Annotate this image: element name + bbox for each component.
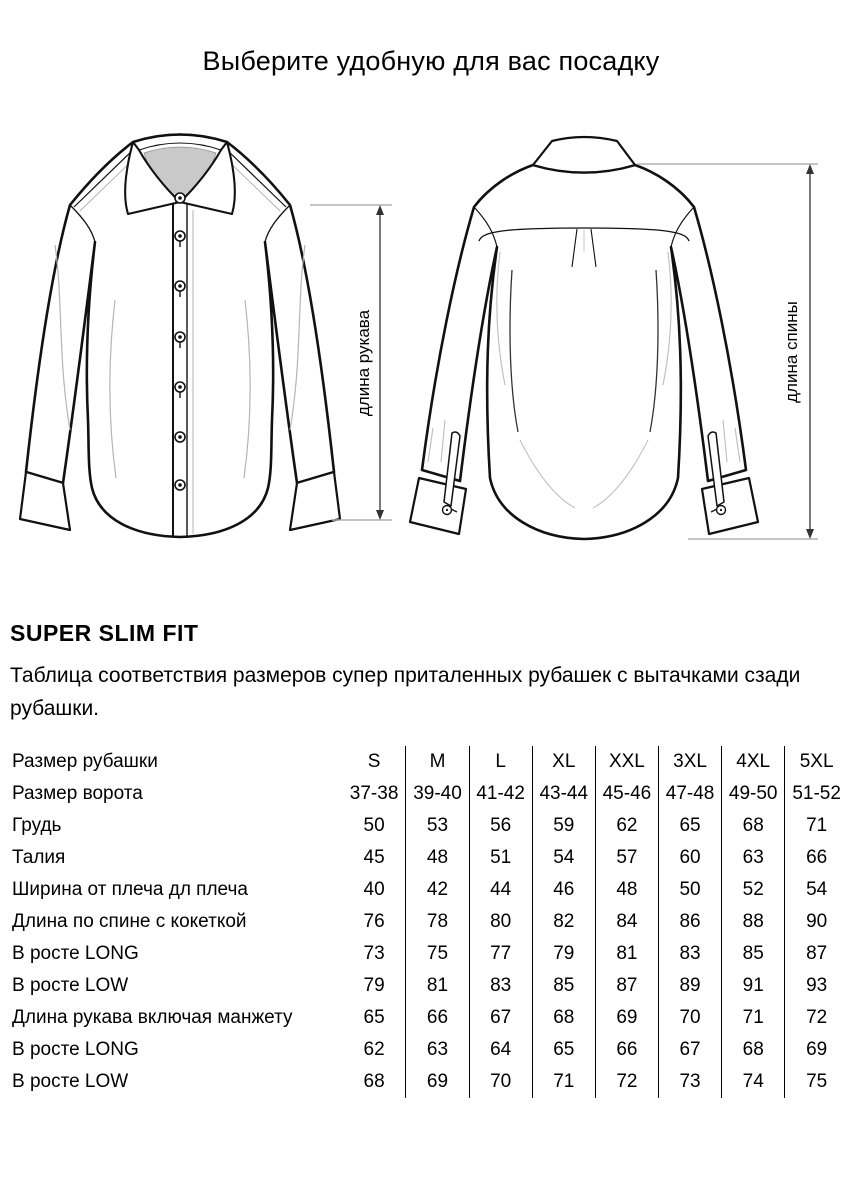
size-cell: 49-50 xyxy=(722,778,785,810)
size-cell: 91 xyxy=(722,970,785,1002)
size-cell: 73 xyxy=(363,943,385,964)
size-cell: 70 xyxy=(658,1002,721,1034)
table-row xyxy=(10,1002,848,1034)
size-cell: 75 xyxy=(406,938,469,970)
size-cell: L xyxy=(469,746,532,778)
size-cell: 42 xyxy=(406,874,469,906)
size-cell: 83 xyxy=(469,970,532,1002)
size-cell: 65 xyxy=(658,810,721,842)
size-cell: 83 xyxy=(658,938,721,970)
row-label: В росте LONG xyxy=(12,1039,139,1060)
table-row xyxy=(10,746,848,778)
size-cell: 90 xyxy=(785,906,848,938)
size-cell: 71 xyxy=(532,1066,595,1098)
size-cell: 62 xyxy=(595,810,658,842)
size-cell: 81 xyxy=(406,970,469,1002)
size-cell: 51 xyxy=(469,842,532,874)
size-cell: 66 xyxy=(406,1002,469,1034)
size-cell: 62 xyxy=(363,1039,385,1060)
size-cell: 40 xyxy=(363,879,385,900)
size-cell: 93 xyxy=(785,970,848,1002)
size-cell: 45 xyxy=(363,847,385,868)
table-row xyxy=(10,874,848,906)
row-label: Ширина от плеча дл плеча xyxy=(12,879,248,900)
back-length-label: длина спины xyxy=(782,301,801,403)
size-cell: 78 xyxy=(406,906,469,938)
size-cell: 53 xyxy=(406,810,469,842)
size-cell: 51-52 xyxy=(785,778,848,810)
row-label: Талия xyxy=(12,847,66,868)
size-cell: 60 xyxy=(658,842,721,874)
size-cell: 85 xyxy=(532,970,595,1002)
size-cell: M xyxy=(406,746,469,778)
size-cell: 79 xyxy=(532,938,595,970)
size-cell: 85 xyxy=(722,938,785,970)
size-cell: 57 xyxy=(595,842,658,874)
size-cell: 45-46 xyxy=(595,778,658,810)
size-cell: 47-48 xyxy=(658,778,721,810)
size-cell: 71 xyxy=(785,810,848,842)
size-cell: 65 xyxy=(363,1007,385,1028)
size-cell: 88 xyxy=(722,906,785,938)
size-cell: 41-42 xyxy=(469,778,532,810)
size-cell: 68 xyxy=(722,810,785,842)
size-cell: 54 xyxy=(785,874,848,906)
size-cell: 69 xyxy=(595,1002,658,1034)
page-title: Выберите удобную для вас посадку xyxy=(202,46,660,76)
section-heading: SUPER SLIM FIT xyxy=(10,620,199,646)
size-cell: 76 xyxy=(363,911,385,932)
table-row xyxy=(10,906,848,938)
size-cell: 74 xyxy=(722,1066,785,1098)
size-cell: 80 xyxy=(469,906,532,938)
size-cell: 70 xyxy=(469,1066,532,1098)
table-row xyxy=(10,938,848,970)
row-label: Грудь xyxy=(12,815,62,836)
size-cell: 82 xyxy=(532,906,595,938)
size-cell: 72 xyxy=(595,1066,658,1098)
size-cell: 79 xyxy=(363,975,385,996)
size-cell: 43-44 xyxy=(532,778,595,810)
size-cell: XL xyxy=(532,746,595,778)
size-cell: 48 xyxy=(595,874,658,906)
front-shirt-drawing xyxy=(20,135,340,538)
table-row xyxy=(10,778,848,810)
table-row xyxy=(10,842,848,874)
size-cell: 68 xyxy=(722,1034,785,1066)
row-label: В росте LOW xyxy=(12,975,129,996)
size-cell: 86 xyxy=(658,906,721,938)
size-cell: 75 xyxy=(785,1066,848,1098)
size-cell: 3XL xyxy=(658,746,721,778)
row-label: В росте LONG xyxy=(12,943,139,964)
size-cell: 44 xyxy=(469,874,532,906)
table-row xyxy=(10,1034,848,1066)
size-cell: 4XL xyxy=(722,746,785,778)
row-label: Размер рубашки xyxy=(12,751,158,772)
size-cell: 89 xyxy=(658,970,721,1002)
size-cell: XXL xyxy=(595,746,658,778)
size-table xyxy=(10,746,848,1098)
size-table-body xyxy=(10,746,848,1098)
size-cell: 81 xyxy=(595,938,658,970)
section-description: Таблица соответствия размеров супер приталенных рубашек с вытачками сзади рубашки. xyxy=(10,664,801,720)
row-label: Длина рукава включая манжету xyxy=(12,1007,293,1028)
row-label: В росте LOW xyxy=(12,1071,129,1092)
row-label: Длина по спине с кокеткой xyxy=(12,911,247,932)
size-cell: 73 xyxy=(658,1066,721,1098)
size-cell: 63 xyxy=(406,1034,469,1066)
size-cell: 67 xyxy=(469,1002,532,1034)
size-cell: 69 xyxy=(785,1034,848,1066)
table-row xyxy=(10,1066,848,1098)
size-cell: 50 xyxy=(658,874,721,906)
size-cell: 65 xyxy=(532,1034,595,1066)
size-cell: 39-40 xyxy=(406,778,469,810)
size-cell: 87 xyxy=(785,938,848,970)
size-cell: 66 xyxy=(785,842,848,874)
size-cell: 37-38 xyxy=(349,783,399,804)
size-cell: 64 xyxy=(469,1034,532,1066)
size-cell: 46 xyxy=(532,874,595,906)
sleeve-length-label: длина рукава xyxy=(354,309,373,417)
table-row xyxy=(10,810,848,842)
size-cell: 63 xyxy=(722,842,785,874)
size-cell: 71 xyxy=(722,1002,785,1034)
size-cell: 5XL xyxy=(785,746,848,778)
size-cell: 68 xyxy=(363,1071,385,1092)
size-cell: 50 xyxy=(363,815,385,836)
size-cell: S xyxy=(367,751,381,772)
size-cell: 54 xyxy=(532,842,595,874)
size-cell: 52 xyxy=(722,874,785,906)
size-cell: 48 xyxy=(406,842,469,874)
size-cell: 87 xyxy=(595,970,658,1002)
table-row xyxy=(10,970,848,1002)
back-shirt-drawing xyxy=(410,137,758,539)
size-cell: 69 xyxy=(406,1066,469,1098)
shirt-measurement-diagram xyxy=(0,90,862,670)
size-cell: 56 xyxy=(469,810,532,842)
size-cell: 84 xyxy=(595,906,658,938)
size-cell: 72 xyxy=(785,1002,848,1034)
row-label: Размер ворота xyxy=(12,783,143,804)
size-cell: 67 xyxy=(658,1034,721,1066)
size-cell: 66 xyxy=(595,1034,658,1066)
size-cell: 59 xyxy=(532,810,595,842)
size-cell: 68 xyxy=(532,1002,595,1034)
size-cell: 77 xyxy=(469,938,532,970)
